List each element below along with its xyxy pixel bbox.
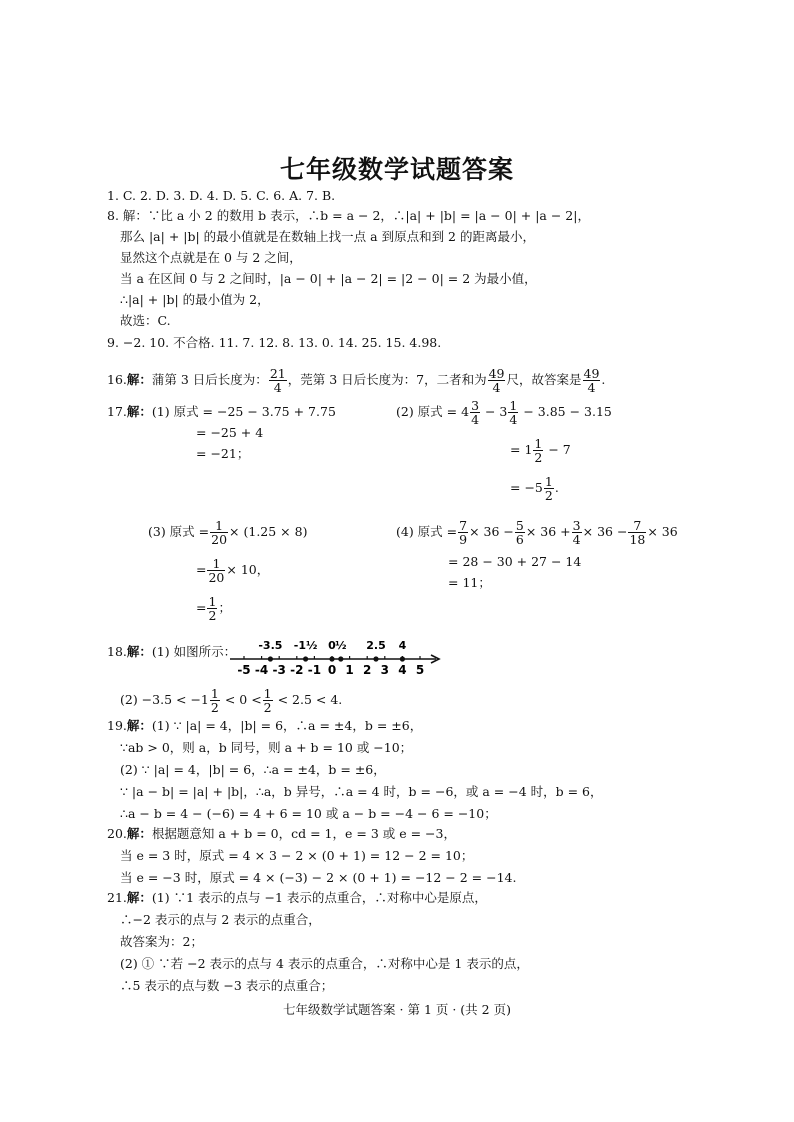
q17-part4-text-a: (4) 原式 = bbox=[396, 524, 458, 539]
number-line-tick-label: 1 bbox=[345, 663, 354, 677]
q17-part2-line-2 bbox=[510, 436, 571, 464]
number-line-tick-label: -4 bbox=[254, 663, 269, 677]
numerator: 3 bbox=[572, 518, 581, 533]
q16-number: 16. bbox=[107, 372, 127, 387]
q8-line-6: 故选：C. bbox=[120, 313, 171, 328]
denominator: 2 bbox=[210, 700, 219, 715]
number-line-point bbox=[338, 656, 343, 661]
numerator: 1 bbox=[210, 519, 228, 533]
q17-part2-line-1 bbox=[396, 398, 612, 426]
q17-part3-line-2 bbox=[196, 556, 269, 584]
q16-text-4: . bbox=[601, 372, 606, 387]
q17-part2-fraction-1 bbox=[470, 399, 480, 426]
q17-part1-line-3: = −21； bbox=[196, 446, 250, 461]
q17-part4-fraction-3 bbox=[572, 519, 582, 546]
denominator: 2 bbox=[534, 450, 543, 465]
numerator: 7 bbox=[628, 519, 646, 533]
q16-jie: 解： bbox=[126, 372, 152, 387]
numerator: 1 bbox=[207, 557, 225, 571]
denominator: 2 bbox=[208, 608, 217, 623]
q18-number: 18. bbox=[107, 644, 127, 659]
q21-line-1 bbox=[107, 890, 487, 906]
q17-part2-fraction-2 bbox=[508, 399, 518, 426]
denominator: 4 bbox=[273, 380, 282, 395]
number-line-point-label: 4 bbox=[398, 639, 407, 652]
denominator: 4 bbox=[471, 412, 480, 427]
page-footer: 七年级数学试题答案 · 第 1 页 · (共 2 页) bbox=[283, 1002, 511, 1017]
q18-line-1 bbox=[107, 644, 236, 660]
q18-p2-text-c: < 2.5 < 4. bbox=[273, 692, 343, 707]
q17-jie: 解： bbox=[126, 404, 152, 419]
q17-part3-l2-fraction bbox=[207, 557, 225, 584]
q17-part4-text-b: × 36 − bbox=[469, 524, 514, 539]
q17-part3-text-b: × (1.25 × 8) bbox=[229, 524, 308, 539]
denominator: 9 bbox=[459, 532, 468, 547]
answers-1-7: 1. C. 2. D. 3. D. 4. D. 5. C. 6. A. 7. B. bbox=[107, 188, 336, 203]
numerator: 1 bbox=[544, 474, 553, 489]
q17-part3-l3-b: ； bbox=[218, 600, 231, 615]
q19-line-5: ∴a − b = 4 − (−6) = 4 + 6 = 10 或 a − b = −4 − 6 = −10； bbox=[120, 806, 497, 821]
q19-number: 19. bbox=[107, 718, 127, 733]
q17-part2-text-c: − 3.85 − 3.15 bbox=[519, 404, 612, 419]
q17-part3-fraction bbox=[210, 519, 228, 546]
q21-jie: 解： bbox=[126, 890, 152, 905]
q8-line-3: 显然这个点就是在 0 与 2 之间， bbox=[120, 250, 302, 265]
denominator: 4 bbox=[572, 532, 581, 547]
q17-part1-line-2: = −25 + 4 bbox=[196, 425, 264, 440]
q16-line bbox=[107, 366, 605, 394]
numerator: 3 bbox=[471, 398, 480, 413]
number-line-tick-label: -5 bbox=[237, 663, 251, 677]
q8-line-4: 当 a 在区间 0 与 2 之间时，|a − 0| + |a − 2| = |2 − 0| = 2 为最小值， bbox=[120, 271, 537, 286]
numerator: 49 bbox=[583, 366, 600, 381]
q21-line-5: ∴5 表示的点与数 −3 表示的点重合； bbox=[120, 978, 334, 993]
q21-text-1: (1) ∵1 表示的点与 −1 表示的点重合，∴对称中心是原点， bbox=[151, 890, 487, 905]
q8-line-5: ∴|a| + |b| 的最小值为 2， bbox=[120, 292, 270, 307]
q21-line-3: 故答案为：2； bbox=[120, 934, 203, 949]
number-line-figure bbox=[228, 626, 444, 682]
number-line-tick-label: -2 bbox=[290, 663, 304, 677]
q18-jie: 解： bbox=[126, 644, 152, 659]
denominator: 20 bbox=[208, 570, 225, 585]
q18-p2-fraction-2 bbox=[263, 687, 273, 714]
numerator: 7 bbox=[459, 518, 468, 533]
number-line-tick-label: -1 bbox=[307, 663, 322, 677]
q17-part3-l3-fraction bbox=[207, 595, 217, 622]
number-line-point-label: 2.5 bbox=[366, 639, 386, 652]
q17-number: 17. bbox=[107, 404, 127, 419]
q21-line-4: (2) ① ∵若 −2 表示的点与 4 表示的点重合，∴对称中心是 1 表示的点， bbox=[120, 956, 529, 971]
number-line-tick-label: 4 bbox=[398, 663, 407, 677]
number-line-tick-label: 2 bbox=[363, 663, 372, 677]
q18-line-2 bbox=[120, 686, 342, 714]
q17-part2-l3-b: . bbox=[554, 480, 559, 495]
numerator: 49 bbox=[488, 366, 505, 381]
number-line-point bbox=[268, 656, 273, 661]
q20-line-3: 当 e = −3 时，原式 = 4 × (−3) − 2 × (0 + 1) = −12 − 2 = −14. bbox=[120, 870, 517, 885]
denominator: 4 bbox=[587, 380, 596, 395]
numerator: 21 bbox=[269, 366, 286, 381]
q20-jie: 解： bbox=[126, 826, 152, 841]
numerator: 1 bbox=[208, 594, 217, 609]
q17-part2-l2-fraction bbox=[533, 437, 543, 464]
q17-part4-text-e: × 36 bbox=[647, 524, 678, 539]
q17-part4-fraction-1 bbox=[458, 519, 468, 546]
q17-part2-text-b: − 3 bbox=[481, 404, 508, 419]
denominator: 2 bbox=[544, 488, 553, 503]
q17-part3-line-1 bbox=[148, 518, 307, 546]
q17-part4-fraction-2 bbox=[515, 519, 525, 546]
q8-line-1: 8. 解：∵比 a 小 2 的数用 b 表示，∴b = a − 2，∴|a| + |b| = |a − 0| + |a − 2|， bbox=[107, 208, 590, 223]
number-line-point bbox=[373, 656, 378, 661]
number-line-tick-label: 5 bbox=[415, 663, 425, 677]
number-line-tick-label: -3 bbox=[272, 663, 286, 677]
number-line-point bbox=[303, 656, 308, 661]
number-line-point bbox=[329, 656, 334, 661]
numerator: 5 bbox=[515, 518, 524, 533]
q17-part4-line-2: = 28 − 30 + 27 − 14 bbox=[448, 554, 582, 569]
denominator: 4 bbox=[492, 380, 501, 395]
q20-line-1 bbox=[107, 826, 456, 842]
q16-text-2: ，莞第 3 日后长度为：7，二者和为 bbox=[287, 372, 487, 387]
q21-line-2: ∴−2 表示的点与 2 表示的点重合， bbox=[120, 912, 321, 927]
numerator: 1 bbox=[534, 436, 543, 451]
denominator: 4 bbox=[509, 412, 518, 427]
q17-part2-l3-fraction bbox=[544, 475, 554, 502]
numerator: 1 bbox=[263, 686, 272, 701]
q17-part2-l2-b: − 7 bbox=[544, 442, 571, 457]
q19-line-4: ∵ |a − b| = |a| + |b|，∴a，b 异号，∴a = 4 时，b = −6，或 a = −4 时，b = 6， bbox=[120, 784, 603, 799]
number-line-tick-label: 0 bbox=[327, 663, 337, 677]
q17-part2-line-3 bbox=[510, 474, 559, 502]
q17-part4-line-1 bbox=[396, 518, 678, 546]
q8-line-2: 那么 |a| + |b| 的最小值就是在数轴上找一点 a 到原点和到 2 的距离最小， bbox=[120, 229, 535, 244]
q19-jie: 解： bbox=[126, 718, 152, 733]
q17-part4-text-d: × 36 − bbox=[582, 524, 628, 539]
q17-part1-line-1 bbox=[107, 404, 336, 420]
q17-part3-l2-b: × 10， bbox=[226, 562, 270, 577]
page-title: 七年级数学试题答案 bbox=[279, 155, 514, 184]
q17-part4-fraction-4 bbox=[628, 519, 646, 546]
answers-9-15: 9. −2. 10. 不合格. 11. 7. 12. 8. 13. 0. 14. 25. 15. 4.98. bbox=[107, 335, 442, 350]
number-line-point-label: 0 bbox=[328, 639, 336, 652]
q17-part3-text-a: (3) 原式 = bbox=[148, 524, 210, 539]
q17-part2-l2-a: = 1 bbox=[510, 442, 533, 457]
q20-number: 20. bbox=[107, 826, 127, 841]
q16-fraction-3 bbox=[583, 367, 601, 394]
q19-text-1: (1) ∵ |a| = 4，|b| = 6，∴a = ±4，b = ±6， bbox=[151, 718, 423, 733]
q16-text-3: 尺，故答案是 bbox=[506, 372, 582, 387]
q16-text-1: 蒲第 3 日后长度为： bbox=[151, 372, 268, 387]
denominator: 2 bbox=[263, 700, 272, 715]
q16-fraction-2 bbox=[488, 367, 506, 394]
q20-line-2: 当 e = 3 时，原式 = 4 × 3 − 2 × (0 + 1) = 12 − 2 = 10； bbox=[120, 848, 474, 863]
number-line-point-label: ½ bbox=[335, 639, 347, 652]
numerator: 1 bbox=[509, 398, 518, 413]
q21-number: 21. bbox=[107, 890, 127, 905]
number-line-point-label: -3.5 bbox=[258, 639, 283, 652]
q18-p2-text-a: (2) −3.5 < −1 bbox=[120, 692, 209, 707]
denominator: 20 bbox=[211, 532, 228, 547]
q17-part3-l2-a: = bbox=[196, 562, 207, 577]
q18-part1: (1) 如图所示： bbox=[151, 644, 237, 659]
q19-line-2: ∵ab > 0，则 a，b 同号，则 a + b = 10 或 −10； bbox=[120, 740, 413, 755]
q17-part2-text-a: (2) 原式 = 4 bbox=[396, 404, 470, 419]
numerator: 1 bbox=[210, 686, 219, 701]
q19-line-1 bbox=[107, 718, 422, 734]
q17-part4-line-3: = 11； bbox=[448, 575, 491, 590]
q17-part2-l3-a: = −5 bbox=[510, 480, 543, 495]
q17-part4-text-c: × 36 + bbox=[525, 524, 571, 539]
q19-line-3: (2) ∵ |a| = 4，|b| = 6，∴a = ±4，b = ±6， bbox=[120, 762, 386, 777]
q18-p2-text-b: < 0 < bbox=[220, 692, 262, 707]
q18-p2-fraction-1 bbox=[210, 687, 220, 714]
q17-part1-expr: (1) 原式 = −25 − 3.75 + 7.75 bbox=[151, 404, 336, 419]
denominator: 6 bbox=[515, 532, 524, 547]
denominator: 18 bbox=[629, 532, 646, 547]
q20-text-1: 根据题意知 a + b = 0，cd = 1，e = 3 或 e = −3， bbox=[151, 826, 456, 841]
number-line-tick-label: 3 bbox=[380, 663, 389, 677]
q17-part3-line-3 bbox=[196, 594, 231, 622]
q17-part3-l3-a: = bbox=[196, 600, 207, 615]
q16-fraction-1 bbox=[269, 367, 287, 394]
number-line-point-label: -1½ bbox=[293, 639, 318, 652]
number-line-point bbox=[400, 656, 405, 661]
